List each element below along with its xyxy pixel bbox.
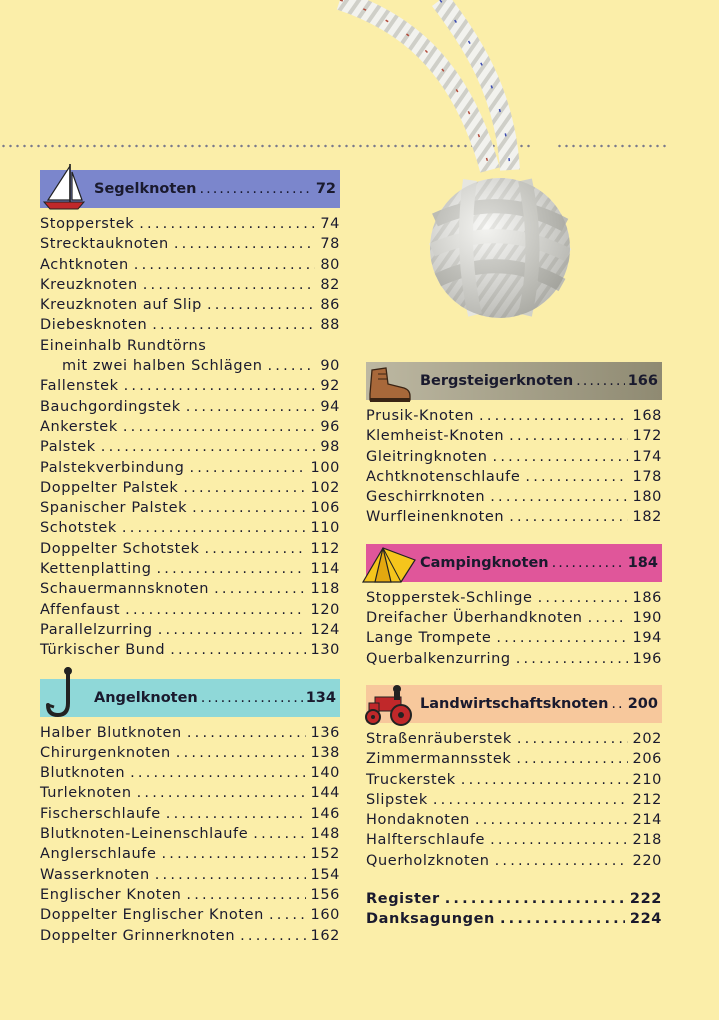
- toc-entry-page: 172: [632, 428, 662, 445]
- leader-dots: [134, 255, 316, 275]
- toc-entry-page: 168: [632, 408, 662, 424]
- toc-entry-page: 114: [310, 561, 340, 578]
- toc-entry[interactable]: [40, 336, 340, 356]
- section-title: Landwirtschaftsknoten: [420, 695, 609, 712]
- leader-dots: [268, 356, 316, 376]
- toc-entry-page: 110: [310, 520, 340, 537]
- toc-entry[interactable]: [40, 458, 340, 478]
- toc-entry-page: 106: [310, 500, 340, 517]
- toc-entry-page: 120: [310, 601, 340, 618]
- toc-entry[interactable]: [40, 315, 340, 335]
- leader-dots: [588, 608, 628, 628]
- leader-dots: [139, 214, 315, 234]
- toc-entry-title: Wasserknoten: [40, 866, 150, 883]
- leader-dots: [490, 830, 627, 850]
- leader-dots: [130, 763, 305, 783]
- toc-entry[interactable]: [40, 234, 340, 254]
- toc-entry-page: 136: [310, 724, 340, 741]
- leader-dots: [500, 909, 625, 929]
- leader-dots: [101, 437, 316, 457]
- leader-dots: [187, 723, 306, 743]
- toc-entry-title: Kreuzknoten: [40, 276, 138, 293]
- toc-entry-title: Affenfaust: [40, 601, 121, 618]
- leader-dots: [433, 790, 628, 810]
- toc-entry[interactable]: [40, 579, 340, 599]
- toc-entry[interactable]: [40, 417, 340, 437]
- toc-entry-title: Doppelter Schotstek: [40, 540, 200, 557]
- toc-entry[interactable]: [366, 851, 662, 871]
- toc-entry-page: 146: [310, 805, 340, 822]
- toc-entry[interactable]: [366, 426, 662, 446]
- toc-entry[interactable]: [366, 729, 662, 749]
- sailboat-icon: [40, 162, 88, 210]
- section-title: Bergsteigerknoten: [420, 373, 574, 389]
- section-header-bergsteigerknoten[interactable]: [366, 356, 662, 394]
- toc-entry-title: Doppelter Englischer Knoten: [40, 907, 264, 924]
- toc-entry-title: Danksagungen: [366, 911, 495, 928]
- toc-entry-title: Prusik-Knoten: [366, 408, 475, 424]
- leader-dots: [475, 810, 628, 830]
- toc-entry-page: 162: [310, 927, 340, 944]
- leader-dots: [496, 628, 627, 648]
- toc-entry-page: 140: [310, 765, 340, 782]
- toc-entry[interactable]: [40, 926, 340, 946]
- toc-entry-page: 138: [310, 744, 340, 761]
- leader-dots: [516, 749, 627, 769]
- toc-entry-title: Stopperstek: [40, 216, 135, 232]
- toc-entry-title: Blutknoten-Leinenschlaufe: [40, 826, 249, 843]
- toc-entry[interactable]: [40, 763, 340, 783]
- toc-entry-title: Palstekverbindung: [40, 459, 185, 476]
- section-header-landwirtschaftsknoten[interactable]: [366, 679, 662, 717]
- toc-entry[interactable]: [40, 478, 340, 498]
- leader-dots: [183, 478, 305, 498]
- toc-entry-title: Fischerschlaufe: [40, 805, 161, 822]
- toc-entry-title: Gleitringknoten: [366, 448, 488, 465]
- toc-entry-title: Englischer Knoten: [40, 886, 182, 903]
- toc-entry-page: 100: [310, 459, 340, 476]
- toc-entry-page: 152: [310, 846, 340, 863]
- toc-entry[interactable]: [366, 790, 662, 810]
- toc-left-column: [40, 160, 340, 946]
- toc-entry-title: Blutknoten: [40, 765, 126, 782]
- section-header-angelknoten[interactable]: [40, 673, 340, 711]
- leader-dots: [538, 588, 628, 608]
- toc-entry-title: Turleknoten: [40, 785, 132, 802]
- toc-entry-title: Parallelzurring: [40, 621, 153, 638]
- leader-dots: [493, 447, 628, 467]
- toc-entry[interactable]: [40, 723, 340, 743]
- toc-entry[interactable]: [40, 559, 340, 579]
- leader-dots: [269, 905, 306, 925]
- toc-entry[interactable]: [366, 467, 662, 487]
- toc-entry-page: 88: [320, 317, 340, 334]
- leader-dots: [495, 851, 628, 871]
- toc-entry-page: 224: [629, 911, 662, 928]
- toc-entry-title: Eineinhalb Rundtörns: [40, 337, 207, 354]
- toc-entry-page: 130: [310, 642, 340, 659]
- toc-entry-title: Anglerschlaufe: [40, 846, 157, 863]
- leader-dots: [152, 315, 315, 335]
- toc-entry-page: 220: [632, 852, 662, 869]
- toc-entry[interactable]: [40, 498, 340, 518]
- toc-entry[interactable]: [366, 909, 662, 929]
- toc-entry[interactable]: [366, 406, 662, 426]
- fishhook-icon: [40, 663, 88, 719]
- toc-entry-title: Türkischer Bund: [40, 642, 166, 659]
- toc-entry-title: Straßenräuberstek: [366, 730, 512, 747]
- toc-entry-page: 160: [310, 907, 340, 924]
- toc-entry[interactable]: [366, 830, 662, 850]
- toc-entry[interactable]: [366, 749, 662, 769]
- toc-entry-title: Kettenplatting: [40, 561, 152, 578]
- toc-entry-title: Achtknoten: [40, 256, 129, 273]
- leader-dots: [125, 600, 305, 620]
- leader-dots: [176, 743, 306, 763]
- toc-entry[interactable]: [40, 620, 340, 640]
- toc-entry-title: Geschirrknoten: [366, 489, 486, 506]
- toc-entry-title: Schauermannsknoten: [40, 581, 210, 598]
- section-title: Segelknoten: [94, 181, 197, 197]
- toc-entry-page: 82: [320, 276, 340, 293]
- leader-dots: [204, 539, 305, 559]
- toc-entry-page: 80: [320, 256, 340, 273]
- toc-entry[interactable]: [40, 783, 340, 803]
- toc-entry-page: 148: [310, 826, 340, 843]
- toc-entry-page: 212: [632, 791, 662, 808]
- toc-entry-title: Spanischer Palstek: [40, 500, 188, 517]
- toc-entry-title: Register: [366, 891, 440, 908]
- leader-dots: [124, 376, 316, 396]
- toc-entry-page: 78: [320, 236, 340, 253]
- toc-entry-page: 186: [632, 589, 662, 606]
- toc-entry[interactable]: [40, 275, 340, 295]
- leader-dots: [186, 397, 316, 417]
- toc-entry-page: 178: [632, 468, 662, 485]
- leader-dots: [192, 498, 305, 518]
- toc-entry-page: 74: [320, 216, 340, 232]
- leader-dots: [186, 885, 305, 905]
- toc-entry[interactable]: [40, 600, 340, 620]
- section-page: 134: [305, 689, 336, 706]
- leader-dots: [490, 487, 627, 507]
- leader-dots: [509, 426, 627, 446]
- toc-entry-page: 98: [320, 439, 340, 456]
- section-header-campingknoten[interactable]: [366, 538, 662, 576]
- leader-dots: [137, 783, 306, 803]
- toc-entry-page: 144: [310, 785, 340, 802]
- leader-dots: [174, 234, 316, 254]
- toc-entry-page: 154: [310, 866, 340, 883]
- leader-dots: [155, 865, 306, 885]
- toc-entry[interactable]: [366, 889, 662, 909]
- toc-entry[interactable]: [366, 770, 662, 790]
- leader-dots: [214, 579, 305, 599]
- leader-dots: [158, 620, 306, 640]
- leader-dots: [240, 926, 305, 946]
- toc-entry-page: 112: [310, 540, 340, 557]
- toc-entry-title: Stopperstek-Schlinge: [366, 589, 533, 606]
- toc-entry-page: 94: [320, 398, 340, 415]
- toc-entry-title: Ankerstek: [40, 418, 118, 435]
- hiking-boot-icon: [366, 356, 414, 404]
- toc-entry-page: 206: [632, 751, 662, 768]
- toc-entry[interactable]: [40, 539, 340, 559]
- leader-dots: [509, 507, 627, 527]
- toc-entry-page: 90: [320, 358, 340, 375]
- toc-entry-title: Querholzknoten: [366, 852, 490, 869]
- toc-entry-title: Truckerstek: [366, 771, 456, 788]
- toc-entry[interactable]: [366, 649, 662, 669]
- section-title: Angelknoten: [94, 689, 198, 706]
- leader-dots: [207, 295, 315, 315]
- toc-entry-title: Wurfleinenknoten: [366, 509, 505, 526]
- toc-entry-page: 92: [320, 378, 340, 395]
- leader-dots: [525, 467, 627, 487]
- toc-entry-title: Strecktauknoten: [40, 236, 169, 253]
- toc-entry-page: 174: [632, 448, 662, 465]
- toc-entry-page: 180: [632, 489, 662, 506]
- leader-dots: [517, 729, 628, 749]
- toc-entry[interactable]: [40, 295, 340, 315]
- toc-entry[interactable]: [40, 437, 340, 457]
- toc-entry[interactable]: [40, 376, 340, 396]
- toc-entry[interactable]: [40, 397, 340, 417]
- toc-entry-page: 118: [310, 581, 340, 598]
- toc-entry[interactable]: [40, 865, 340, 885]
- leader-dots: [445, 889, 625, 909]
- tent-icon: [360, 538, 418, 586]
- toc-entry-title: Doppelter Palstek: [40, 479, 179, 496]
- toc-entry[interactable]: [366, 810, 662, 830]
- leader-dots: [516, 649, 628, 669]
- toc-entry[interactable]: [40, 844, 340, 864]
- toc-entry-page: 214: [632, 812, 662, 829]
- leader-dots: [161, 844, 305, 864]
- toc-entry-title: Slipstek: [366, 791, 428, 808]
- tractor-icon: [358, 679, 416, 727]
- toc-entry-title: Kreuzknoten auf Slip: [40, 297, 202, 314]
- leader-dots: [189, 458, 305, 478]
- toc-entry-title: Fallenstek: [40, 378, 119, 395]
- toc-entry[interactable]: [40, 356, 340, 376]
- toc-entry-title: Lange Trompete: [366, 630, 492, 647]
- toc-entry-title: Dreifacher Überhandknoten: [366, 610, 583, 627]
- toc-entry[interactable]: [40, 255, 340, 275]
- leader-dots: [166, 804, 306, 824]
- toc-entry[interactable]: [366, 507, 662, 527]
- toc-entry-page: 124: [310, 621, 340, 638]
- toc-entry[interactable]: [366, 487, 662, 507]
- toc-entry-page: 102: [310, 479, 340, 496]
- section-header-segelknoten[interactable]: [40, 164, 340, 202]
- leader-dots: [170, 640, 305, 660]
- leader-dots: [143, 275, 316, 295]
- section-page: 200: [627, 695, 658, 712]
- toc-entry-page: 194: [632, 630, 662, 647]
- toc-entry-page: 156: [310, 886, 340, 903]
- toc-entry-page: 86: [320, 297, 340, 314]
- toc-entry-page: 196: [632, 650, 662, 667]
- leader-dots: [122, 518, 306, 538]
- toc-entry[interactable]: [366, 628, 662, 648]
- toc-entry[interactable]: [40, 804, 340, 824]
- leader-dots: [479, 406, 627, 426]
- toc-entry-page: 190: [632, 610, 662, 627]
- toc-entry-title: Schotstek: [40, 520, 117, 537]
- toc-entry-title: Hondaknoten: [366, 812, 470, 829]
- toc-entry-title: Halfterschlaufe: [366, 832, 486, 849]
- toc-entry[interactable]: [40, 640, 340, 660]
- toc-entry[interactable]: [366, 588, 662, 608]
- toc-entry-title: Zimmermannsstek: [366, 751, 512, 768]
- section-page: 184: [627, 554, 658, 571]
- toc-entry-title: Bauchgordingstek: [40, 398, 181, 415]
- toc-entry-title: Chirurgenknoten: [40, 744, 171, 761]
- leader-dots: [461, 770, 628, 790]
- toc-entry-title: Doppelter Grinnerknoten: [40, 927, 236, 944]
- toc-entry[interactable]: [40, 885, 340, 905]
- toc-entry-title: Halber Blutknoten: [40, 724, 182, 741]
- toc-entry[interactable]: [40, 214, 340, 234]
- toc-entry-title: Palstek: [40, 439, 96, 456]
- section-page: 166: [627, 373, 658, 389]
- section-title: Campingknoten: [420, 554, 549, 571]
- leader-dots: [157, 559, 306, 579]
- toc-entry-title: Klemheist-Knoten: [366, 428, 505, 445]
- toc-entry-title: Querbalkenzurring: [366, 650, 511, 667]
- toc-entry-page: 96: [320, 418, 340, 435]
- toc-entry-title: Achtknotenschlaufe: [366, 468, 521, 485]
- toc-entry-title: Diebesknoten: [40, 317, 148, 334]
- monkey-fist-knot-illustration: [320, 0, 580, 340]
- toc-entry[interactable]: [40, 824, 340, 844]
- toc-entry-page: 202: [632, 730, 662, 747]
- toc-entry-page: 182: [632, 509, 662, 526]
- toc-entry-title: mit zwei halben Schlägen: [62, 358, 263, 375]
- toc-entry-page: 218: [632, 832, 662, 849]
- leader-dots: [123, 417, 316, 437]
- toc-entry[interactable]: [366, 447, 662, 467]
- leader-dots: [253, 824, 305, 844]
- toc-entry[interactable]: [40, 905, 340, 925]
- toc-entry-page: 222: [629, 891, 662, 908]
- toc-entry-page: 210: [632, 771, 662, 788]
- toc-entry[interactable]: [366, 608, 662, 628]
- toc-right-column: [366, 356, 662, 930]
- section-page: 72: [315, 181, 336, 197]
- toc-entry[interactable]: [40, 743, 340, 763]
- toc-entry[interactable]: [40, 518, 340, 538]
